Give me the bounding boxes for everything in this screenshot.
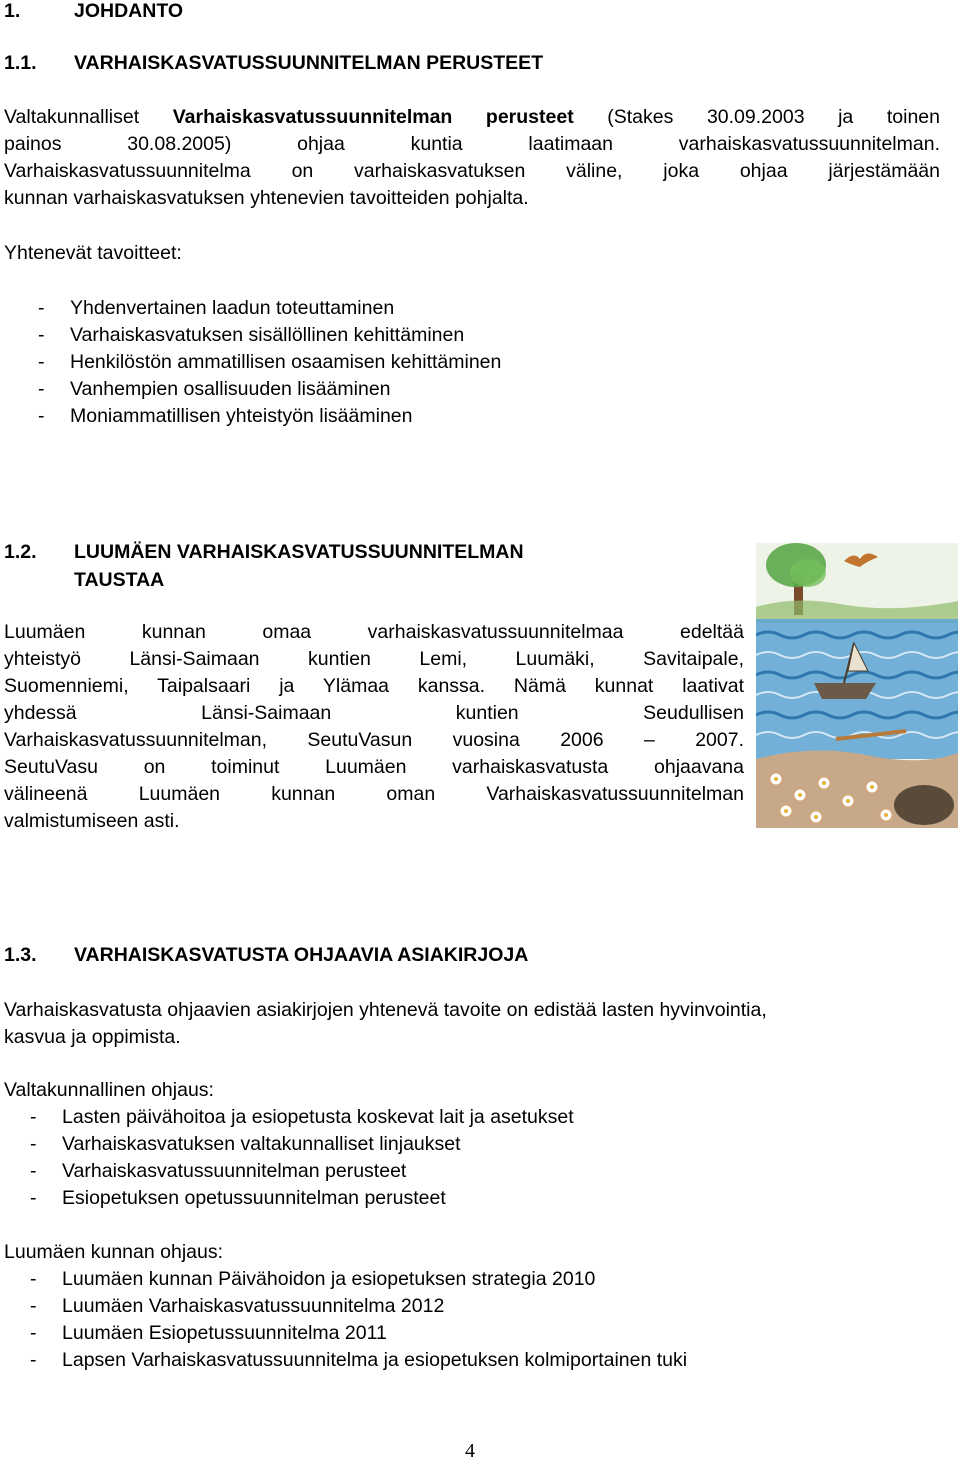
paragraph-1-2-line: SeutuVasu on toiminut Luumäen varhaiskasvatusta ohjaavana [4, 756, 744, 778]
list-item-text: Lapsen Varhaiskasvatussuunnitelma ja esiopetuksen kolmiportainen tuki [62, 1349, 688, 1371]
paragraph-1-2-line: Varhaiskasvatussuunnitelman, SeutuVasun vuosina 2006 – 2007. [4, 729, 744, 751]
paragraph-1-1-line-3: Varhaiskasvatussuunnitelma on varhaiskasvatuksen väline, joka ohjaa järjestämään [4, 160, 940, 182]
dash: - [30, 1187, 37, 1209]
list-item-text: Varhaiskasvatuksen valtakunnalliset linjaukset [62, 1133, 461, 1155]
heading-1-1 [0, 52, 900, 80]
dash: - [38, 378, 45, 400]
watercolor-illustration [756, 543, 958, 828]
heading-1-3 [0, 944, 900, 972]
heading-1-2-title-line-1: LUUMÄEN VARHAISKASVATUSSUUNNITELMAN [74, 541, 524, 563]
heading-1-1-title: VARHAISKASVATUSSUUNNITELMAN PERUSTEET [74, 52, 544, 74]
dash: - [38, 297, 45, 319]
dash: - [38, 324, 45, 346]
paragraph-1-2-last-line: valmistumiseen asti. [4, 810, 180, 832]
text-normal: Valtakunnalliset [4, 106, 173, 128]
heading-1-title: JOHDANTO [74, 0, 184, 22]
list-item-text: Luumäen kunnan Päivähoidon ja esiopetuksen strategia 2010 [62, 1268, 596, 1290]
dash: - [38, 405, 45, 427]
paragraph-1-2-line: välineenä Luumäen kunnan oman Varhaiskasvatussuunnitelman [4, 783, 744, 805]
list-item-text: Lasten päivähoitoa ja esiopetusta koskevat lait ja asetukset [62, 1106, 574, 1128]
heading-1-3-number: 1.3. [4, 944, 37, 966]
paragraph-1-2-line: Luumäen kunnan omaa varhaiskasvatussuunnitelmaa edeltää [4, 621, 744, 643]
page-number: 4 [465, 1440, 475, 1462]
boat-hull [814, 683, 876, 699]
heading-1-1-number: 1.1. [4, 52, 37, 74]
dash: - [30, 1106, 37, 1128]
text-bold-title: Varhaiskasvatussuunnitelman perusteet [172, 106, 574, 128]
rock [894, 785, 954, 825]
paragraph-1-3-line-2: kasvua ja oppimista. [4, 1026, 181, 1048]
dash: - [30, 1349, 37, 1371]
heading-1-2-number: 1.2. [4, 541, 37, 563]
list-item-text: Moniammatillisen yhteistyön lisääminen [70, 405, 413, 427]
dash: - [30, 1322, 37, 1344]
heading-1-2 [0, 538, 740, 594]
heading-1-number: 1. [4, 0, 21, 22]
dash: - [30, 1160, 37, 1182]
list-item-text: Esiopetuksen opetussuunnitelman perusteet [62, 1187, 446, 1209]
list-item-text: Luumäen Varhaiskasvatussuunnitelma 2012 [62, 1295, 445, 1317]
paragraph-1-1-line-1 [4, 104, 940, 131]
dash: - [30, 1268, 37, 1290]
paragraph-1-1-line-2: painos 30.08.2005) ohjaa kuntia laatimaan varhaiskasvatussuunnitelman. [4, 133, 940, 155]
paragraph-1-2-line: Suomenniemi, Taipalsaari ja Ylämaa kanssa. Nämä kunnat laativat [4, 675, 744, 697]
list-item-text: Henkilöstön ammatillisen osaamisen kehittäminen [70, 351, 502, 373]
list-item-text: Vanhempien osallisuuden lisääminen [70, 378, 391, 400]
lake-boat-illustration [756, 543, 958, 828]
national-guidance-label: Valtakunnallinen ohjaus: [4, 1079, 214, 1101]
text-normal: (Stakes 30.09.2003 ja toinen [573, 106, 940, 128]
heading-1-2-title-line-2: TAUSTAA [74, 569, 165, 591]
list-item-text: Varhaiskasvatuksen sisällöllinen kehittäminen [70, 324, 465, 346]
paragraph-1-2-line: yhteistyö Länsi-Saimaan kuntien Lemi, Luumäki, Savitaipale, [4, 648, 744, 670]
dash: - [30, 1133, 37, 1155]
heading-1-3-title: VARHAISKASVATUSTA OHJAAVIA ASIAKIRJOJA [74, 944, 529, 966]
list-item-text: Yhdenvertainen laadun toteuttaminen [70, 297, 395, 319]
dash: - [30, 1295, 37, 1317]
dash: - [38, 351, 45, 373]
paragraph-1-3-line-1: Varhaiskasvatusta ohjaavien asiakirjojen yhtenevä tavoite on edistää lasten hyvinvointia, [4, 999, 767, 1021]
heading-1 [0, 0, 900, 28]
list-item-text: Varhaiskasvatussuunnitelman perusteet [62, 1160, 407, 1182]
paragraph-1-2-line: yhdessä Länsi-Saimaan kuntien Seudullisen [4, 702, 744, 724]
municipal-guidance-label: Luumäen kunnan ohjaus: [4, 1241, 224, 1263]
list-item-text: Luumäen Esiopetussuunnitelma 2011 [62, 1322, 387, 1344]
goals-label: Yhtenevät tavoitteet: [4, 242, 182, 264]
paragraph-1-1-line-4: kunnan varhaiskasvatuksen yhtenevien tavoitteiden pohjalta. [4, 187, 529, 209]
